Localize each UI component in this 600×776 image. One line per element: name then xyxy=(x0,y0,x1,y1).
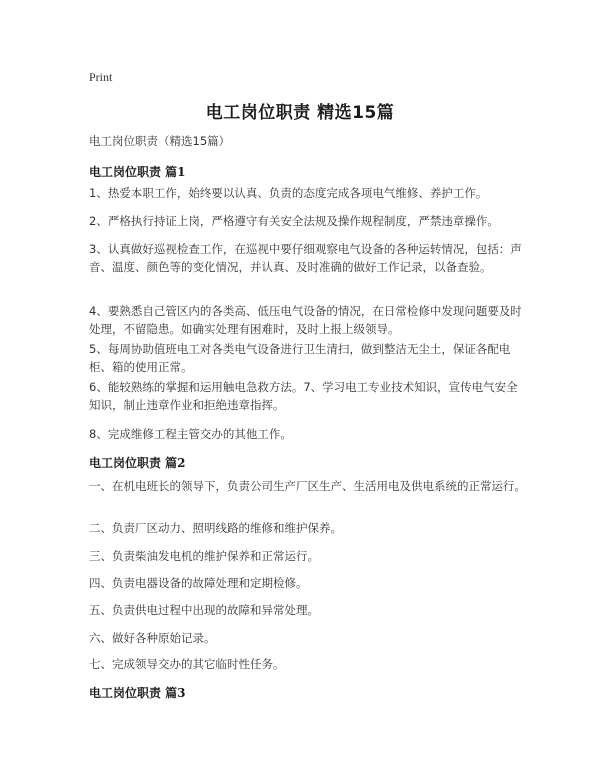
page-title: 电工岗位职责 精选15篇 xyxy=(205,103,395,123)
section-1-paragraph: 3、认真做好巡视检查工作，在巡视中要仔细观察电气设备的各种运转情况，包括：声音、温度、颜色等的变化情况，并认真、及时准确的做好工作记录，以备查验。 xyxy=(89,242,522,274)
section-1-paragraph: 5、每周协助值班电工对各类电气设备进行卫生清扫，做到整洁无尘土，保证各配电柜、箱的使用正常。 xyxy=(89,342,511,374)
section-heading-2: 电工岗位职责 篇2 xyxy=(89,456,186,470)
section-1-paragraph: 6、能较熟练的掌握和运用触电急救方法。7、学习电工专业技术知识，宣传电气安全知识，制止违章作业和拒绝违章指挥。 xyxy=(89,380,518,412)
section-1-paragraph: 8、完成维修工程主管交办的其他工作。 xyxy=(89,427,292,441)
print-link[interactable]: Print xyxy=(89,70,113,84)
section-2-paragraph: 三、负责柴油发电机的维护保养和正常运行。 xyxy=(89,549,319,563)
document-subtitle: 电工岗位职责（精选15篇） xyxy=(89,134,231,148)
section-2-paragraph: 六、做好各种原始记录。 xyxy=(89,631,216,645)
section-1-paragraph: 4、要熟悉自己管区内的各类高、低压电气设备的情况，在日常检修中发现问题要及时处理，不留隐患。如确实处理有困难时，及时上报上级领导。 xyxy=(89,304,522,336)
section-1-paragraph: 2、严格执行持证上岗，严格遵守有关安全法规及操作规程制度，严禁违章操作。 xyxy=(89,214,499,228)
section-2-paragraph: 四、负责电器设备的故障处理和定期检修。 xyxy=(89,576,308,590)
section-2-paragraph: 一、在机电班长的领导下，负责公司生产厂区生产、生活用电及供电系统的正常运行。 xyxy=(89,479,526,493)
section-2-paragraph: 二、负责厂区动力、照明线路的维修和维护保养。 xyxy=(89,521,342,535)
section-2-paragraph: 五、负责供电过程中出现的故障和异常处理。 xyxy=(89,603,319,617)
section-heading-1: 电工岗位职责 篇1 xyxy=(89,165,186,179)
section-heading-3: 电工岗位职责 篇3 xyxy=(89,686,186,700)
section-2-paragraph: 七、完成领导交办的其它临时性任务。 xyxy=(89,657,285,671)
section-1-paragraph: 1、热爱本职工作，始终要以认真、负责的态度完成各项电气维修、养护工作。 xyxy=(89,186,488,200)
